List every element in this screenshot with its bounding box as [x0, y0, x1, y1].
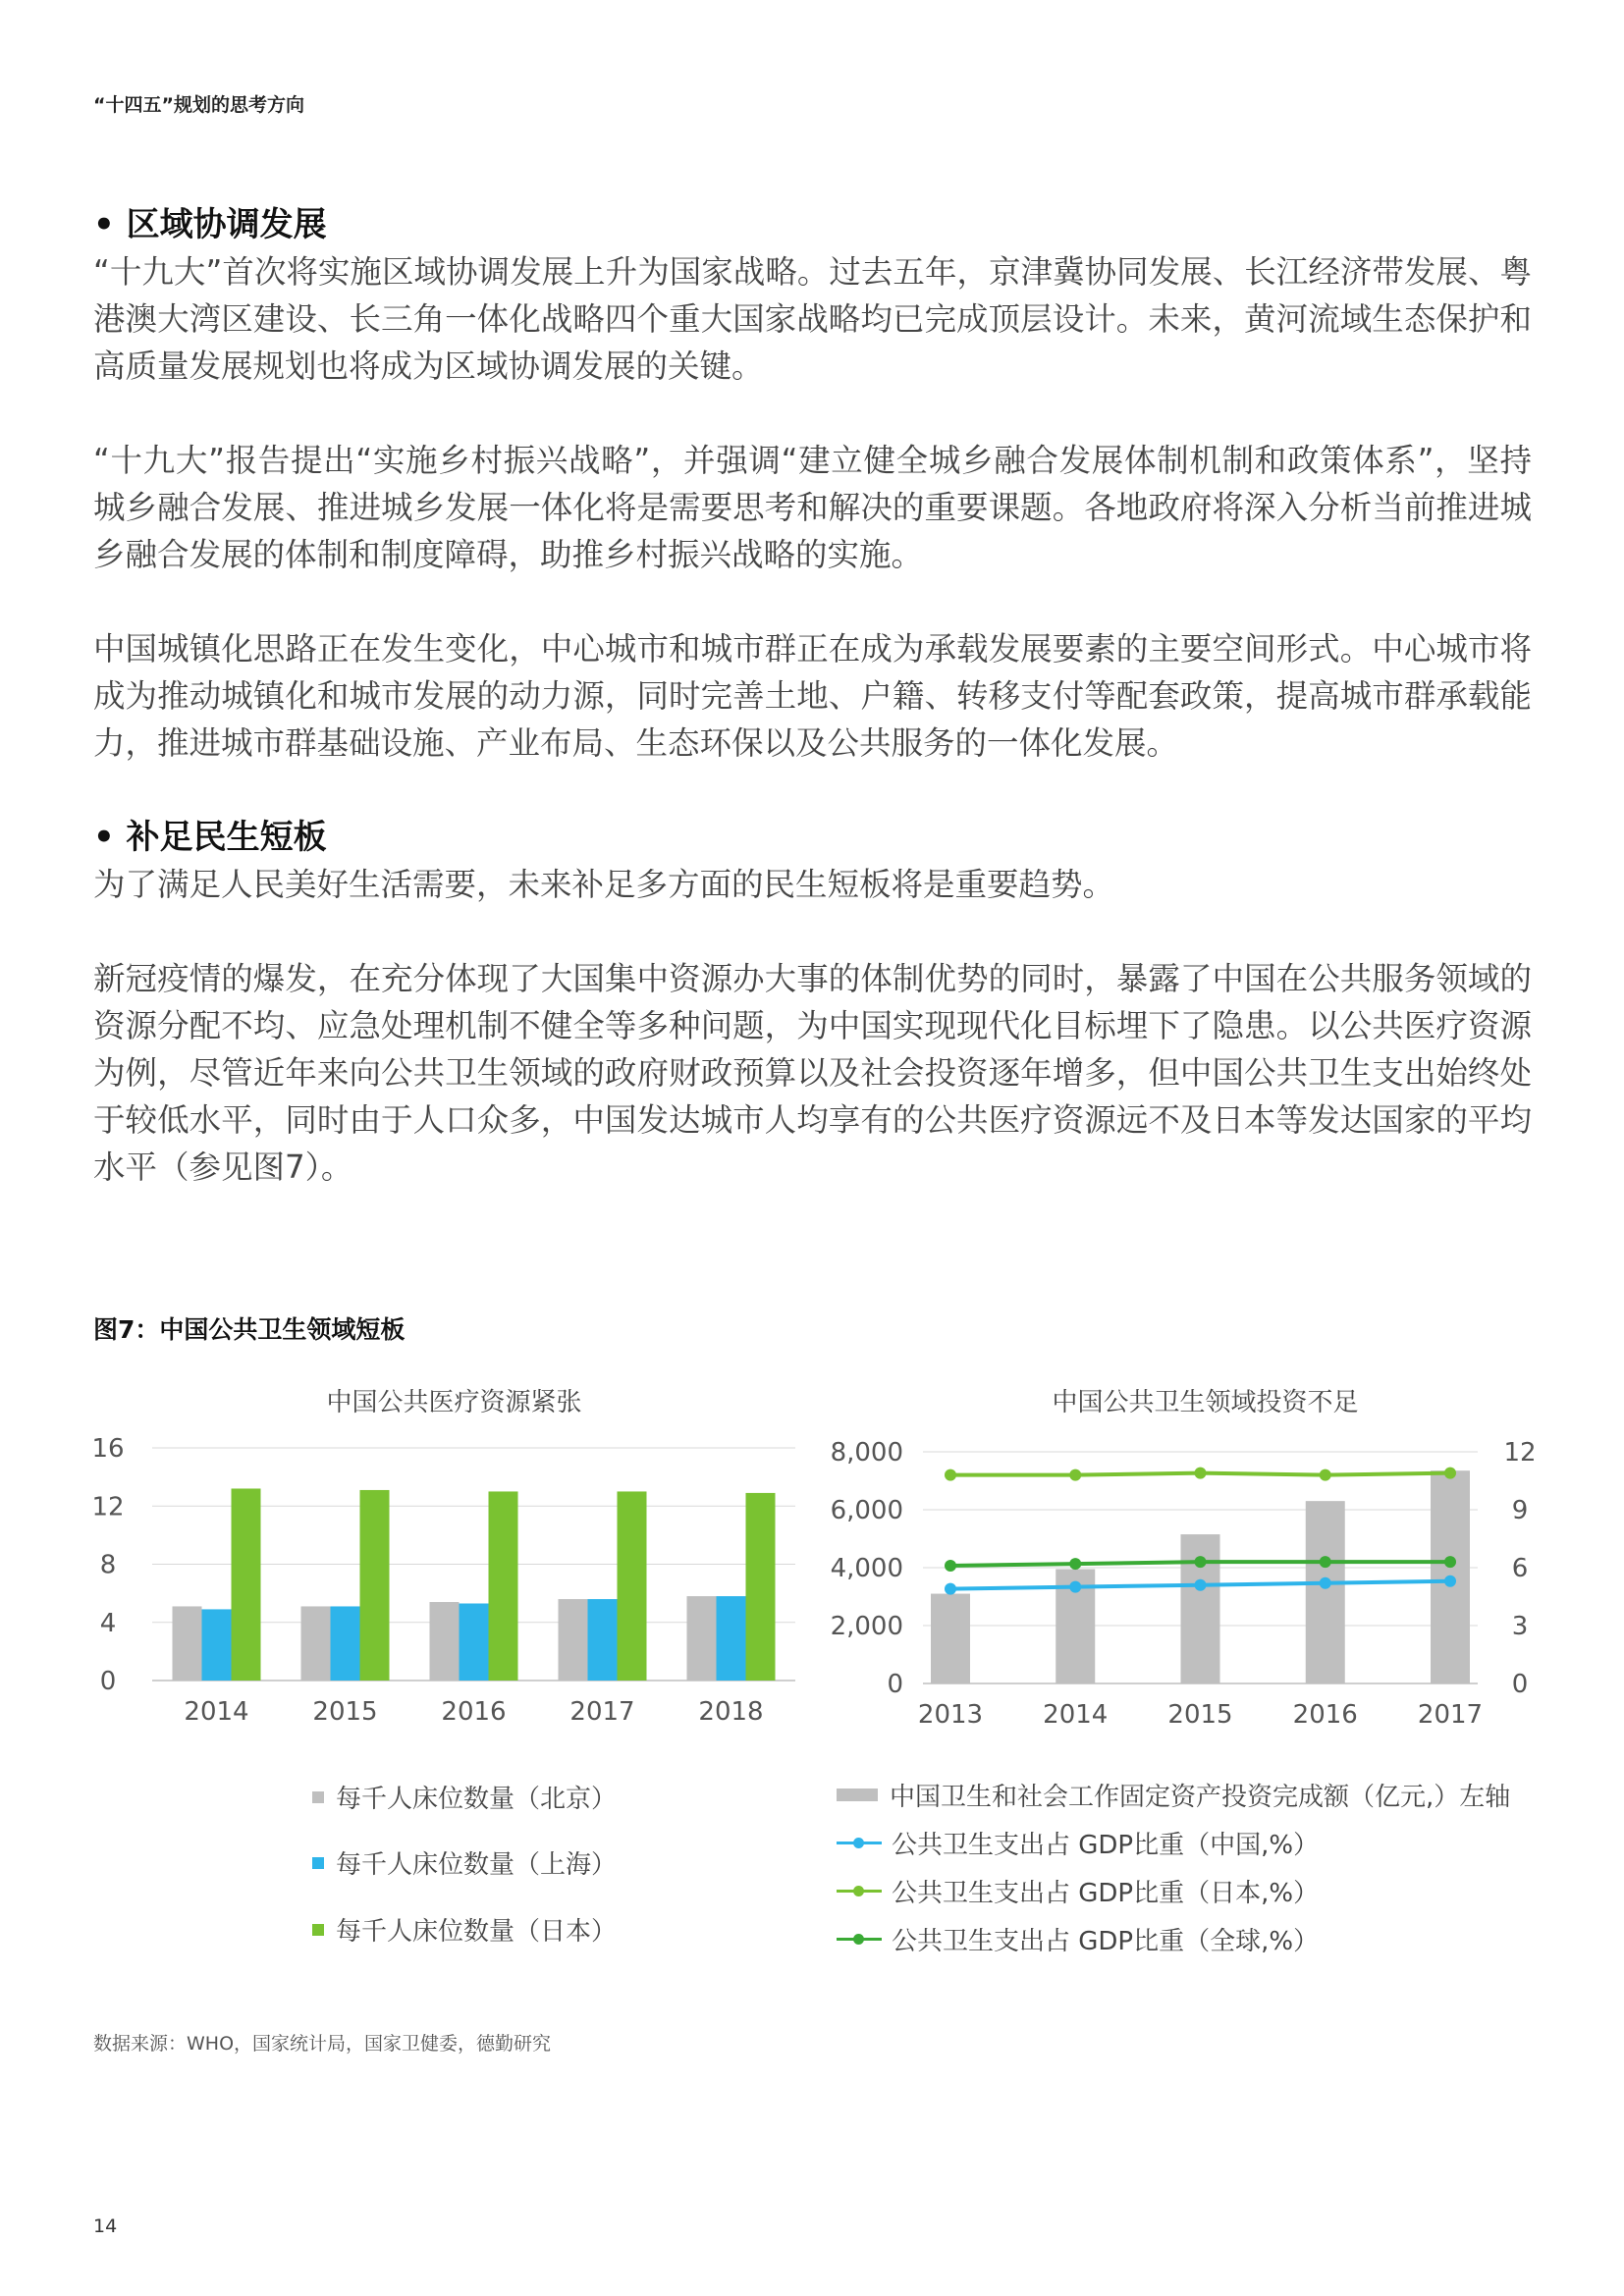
bar: [687, 1596, 717, 1681]
chart-title: 中国公共医疗资源紧张: [326, 1388, 582, 1417]
y-tick-label: 4: [99, 1608, 117, 1638]
bar: [1306, 1501, 1345, 1683]
legend-label: 每千人床位数量（上海）: [336, 1850, 618, 1880]
legend-swatch: [837, 1789, 878, 1801]
y2-tick-label: 3: [1511, 1612, 1529, 1641]
chart-title: 中国公共卫生领域投资不足: [1052, 1388, 1359, 1417]
x-tick-label: 2017: [569, 1697, 635, 1727]
data-point: [945, 1560, 956, 1572]
x-tick-label: 2017: [1417, 1700, 1484, 1730]
section-regional: [93, 201, 1532, 767]
x-tick-label: 2014: [184, 1697, 249, 1727]
section-heading: • 补足民生短板: [93, 818, 327, 857]
legend-swatch: [837, 1837, 882, 1849]
x-tick-label: 2013: [917, 1700, 984, 1730]
running-header: “十四五”规划的思考方向: [93, 94, 304, 116]
bar: [301, 1606, 331, 1681]
bar: [1431, 1470, 1470, 1683]
data-point: [1069, 1581, 1081, 1593]
paragraph: 中国城镇化思路正在发生变化，中心城市和城市群正在成为承载发展要素的主要空间形式。中心城市将成为推动城镇化和城市发展的动力源，同时完善土地、户籍、转移支付等配套政策，提高城市群承载能力，推进城市群基础设施、产业布局、生态环保以及公共服务的一体化发展。: [93, 630, 1532, 762]
data-source: 数据来源：WHO，国家统计局，国家卫健委，德勤研究: [93, 2033, 552, 2055]
data-point: [1320, 1556, 1331, 1568]
series-line: [950, 1562, 1450, 1566]
y2-tick-label: 6: [1511, 1554, 1529, 1583]
paragraph: “十九大”首次将实施区域协调发展上升为国家战略。过去五年，京津冀协同发展、长江经济带发展、粤港澳大湾区建设、长三角一体化战略四个重大国家战略均已完成顶层设计。未来，黄河流域生态保护和高质量发展规划也将成为区域协调发展的关键。: [93, 253, 1532, 385]
legend-label: 每千人床位数量（北京）: [336, 1785, 618, 1814]
y2-tick-label: 12: [1503, 1438, 1537, 1468]
legend-swatch: [312, 1857, 324, 1869]
data-point: [1320, 1469, 1331, 1481]
legend-item: [312, 1911, 617, 1948]
paragraph: “十九大”报告提出“实施乡村振兴战略”，并强调“建立健全城乡融合发展体制机制和政策体系”，坚持城乡融合发展、推进城乡发展一体化将是需要思考和解决的重要课题。各地政府将深入分析当前推进城乡融合发展的体制和制度障碍，助推乡村振兴战略的实施。: [93, 442, 1532, 573]
data-point: [945, 1583, 956, 1595]
bar: [430, 1602, 460, 1681]
figure-title: 图7：中国公共卫生领域短板: [93, 1315, 406, 1344]
legend-label: 中国卫生和社会工作固定资产投资完成额（亿元,）左轴: [890, 1783, 1511, 1812]
bar: [1056, 1569, 1095, 1683]
paragraph: 新冠疫情的爆发，在充分体现了大国集中资源办大事的体制优势的同时，暴露了中国在公共服务领域的资源分配不均、应急处理机制不健全等多种问题，为中国实现现代化目标埋下了隐患。以公共医疗资源为例，尽管近年来向公共卫生领域的政府财政预算以及社会投资逐年增多，但中国公共卫生支出始终处于较低水平，同时由于人口众多，中国发达城市人均享有的公共医疗资源远不及日本等发达国家的平均水平（参见图7）。: [93, 960, 1532, 1186]
bar: [331, 1606, 360, 1681]
legend-item: [837, 1825, 1319, 1861]
section-livelihood: [93, 814, 1532, 1191]
legend-label: 公共卫生支出占 GDP比重（日本,%）: [892, 1879, 1320, 1908]
data-point: [1069, 1469, 1081, 1481]
y-tick-label: 8,000: [830, 1438, 903, 1468]
y-tick-label: 2,000: [830, 1612, 903, 1641]
bar: [559, 1599, 588, 1681]
legend-swatch: [312, 1924, 324, 1936]
x-tick-label: 2015: [1167, 1700, 1233, 1730]
legend-label: 每千人床位数量（日本）: [336, 1917, 618, 1947]
bar: [717, 1596, 746, 1681]
x-tick-label: 2015: [312, 1697, 378, 1727]
bar: [588, 1599, 618, 1681]
y-tick-label: 8: [99, 1550, 117, 1580]
legend-item: [837, 1777, 1510, 1813]
paragraph: 为了满足人民美好生活需要，未来补足多方面的民生短板将是重要趋势。: [93, 866, 1115, 903]
bar: [931, 1594, 970, 1683]
x-tick-label: 2016: [1292, 1700, 1358, 1730]
data-point: [1195, 1579, 1207, 1591]
x-tick-label: 2016: [441, 1697, 507, 1727]
y-tick-label: 4,000: [830, 1554, 903, 1583]
legend-swatch: [837, 1933, 882, 1946]
legend-swatch: [837, 1885, 882, 1897]
legend-swatch: [312, 1791, 324, 1803]
legend-item: [837, 1873, 1319, 1909]
bar: [232, 1488, 261, 1681]
data-point: [1444, 1556, 1456, 1568]
bar: [202, 1609, 232, 1681]
y-tick-label: 0: [99, 1667, 117, 1696]
data-point: [1195, 1556, 1207, 1568]
bar: [460, 1603, 489, 1681]
legend-item: [837, 1921, 1319, 1957]
legend-item: [312, 1779, 617, 1815]
bar: [489, 1491, 518, 1681]
y2-tick-label: 9: [1511, 1496, 1529, 1525]
bar: [360, 1490, 390, 1681]
data-point: [1195, 1468, 1207, 1479]
main-content: [93, 201, 1532, 1191]
bar: [746, 1493, 776, 1681]
data-point: [1444, 1575, 1456, 1587]
bar: [173, 1606, 202, 1681]
x-tick-label: 2018: [698, 1697, 764, 1727]
bar: [1181, 1534, 1220, 1683]
data-point: [1069, 1558, 1081, 1570]
y-tick-label: 6,000: [830, 1496, 903, 1525]
page-number: 14: [93, 2216, 118, 2237]
y2-tick-label: 0: [1511, 1670, 1529, 1699]
series-line: [950, 1473, 1450, 1475]
y-tick-label: 16: [91, 1434, 125, 1464]
bar: [618, 1491, 647, 1681]
legend-label: 公共卫生支出占 GDP比重（全球,%）: [892, 1927, 1320, 1956]
data-point: [1444, 1468, 1456, 1479]
y-tick-label: 0: [887, 1670, 903, 1699]
data-point: [1320, 1577, 1331, 1589]
legend-item: [312, 1844, 617, 1881]
data-point: [945, 1469, 956, 1481]
x-tick-label: 2014: [1043, 1700, 1109, 1730]
y-tick-label: 12: [91, 1492, 125, 1522]
series-line: [950, 1581, 1450, 1589]
section-heading: • 区域协调发展: [93, 205, 327, 244]
legend-label: 公共卫生支出占 GDP比重（中国,%）: [892, 1831, 1320, 1860]
